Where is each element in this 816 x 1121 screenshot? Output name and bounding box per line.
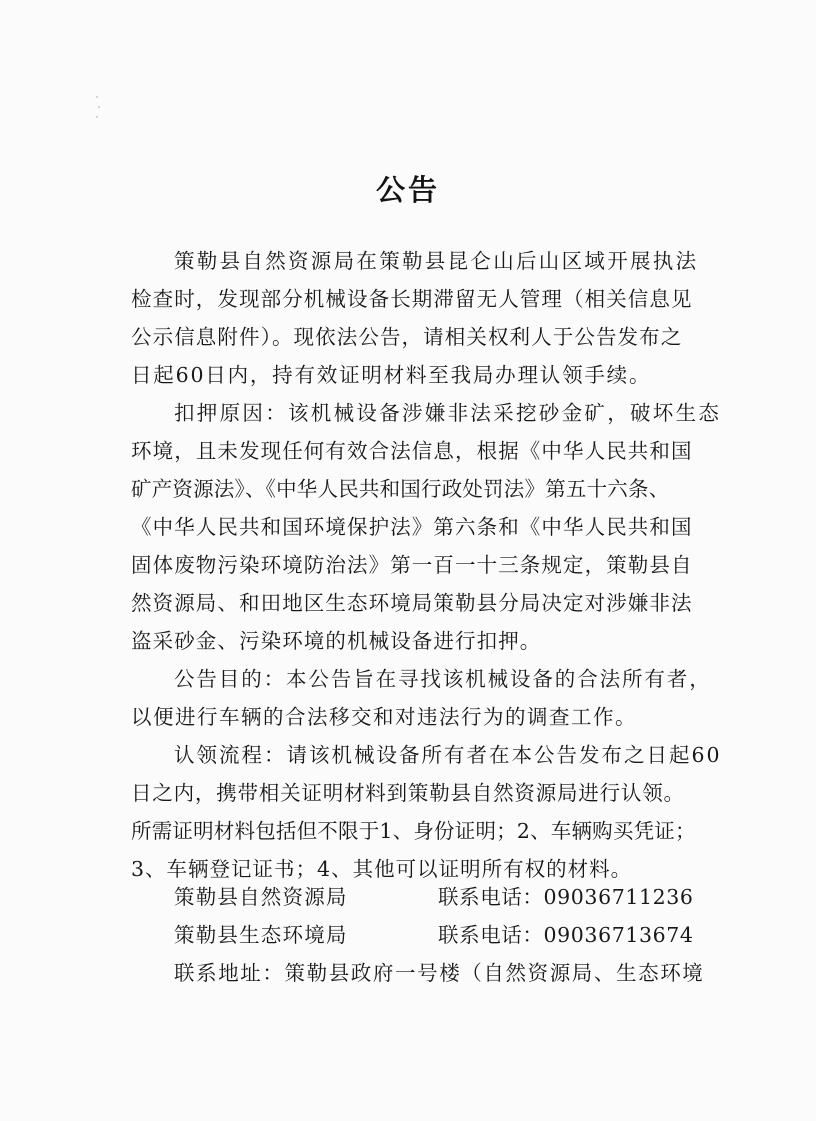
scan-speck [98,106,100,108]
contact-agency-name: 策勒县生态环境局 [174,923,348,947]
body-line: 《中华人民共和国环境保护法》第六条和《中华人民共和国 [131,515,693,539]
contact-phone-number: 联系电话：09036713674 [438,923,694,947]
body-line: 所需证明材料包括但不限于1、身份证明；2、车辆购买凭证； [131,819,696,843]
body-line: 扣押原因：该机械设备涉嫌非法采挖砂金矿，破坏生态 [174,401,722,425]
body-line: 盗采砂金、污染环境的机械设备进行扣押。 [131,629,542,653]
contact-address: 联系地址：策勒县政府一号楼（自然资源局、生态环境 [174,961,705,985]
scan-speck [96,96,98,98]
document-title: 公告 [375,173,440,207]
body-line: 以便进行车辆的合法移交和对违法行为的调查工作。 [131,705,637,729]
contact-phone-number: 联系电话：09036711236 [438,885,694,909]
body-line: 矿产资源法》、《中华人民共和国行政处罚法》第五十六条、 [131,477,670,501]
scan-speck [96,116,98,118]
contact-agency-name: 策勒县自然资源局 [174,885,348,909]
body-line: 策勒县自然资源局在策勒县昆仑山后山区域开展执法 [174,249,699,273]
body-line: 公示信息附件）。现依法公告，请相关权利人于公告发布之 [131,325,683,349]
body-line: 然资源局、和田地区生态环境局策勒县分局决定对涉嫌非法 [131,591,693,615]
body-line: 检查时，发现部分机械设备长期滞留无人管理（相关信息见 [131,287,693,311]
body-line: 公告目的：本公告旨在寻找该机械设备的合法所有者， [174,667,712,691]
body-line: 3、车辆登记证书；4、其他可以证明所有权的材料。 [131,857,633,881]
body-line: 认领流程：请该机械设备所有者在本公告发布之日起60 [174,743,722,767]
body-line: 日之内，携带相关证明材料到策勒县自然资源局进行认领。 [131,781,685,805]
body-line: 日起60日内，持有效证明材料至我局办理认领手续。 [131,363,652,387]
body-line: 固体废物污染环境防治法》第一百一十三条规定，策勒县自 [131,553,693,577]
body-line: 环境，且未发现任何有效合法信息，根据《中华人民共和国 [131,439,693,463]
